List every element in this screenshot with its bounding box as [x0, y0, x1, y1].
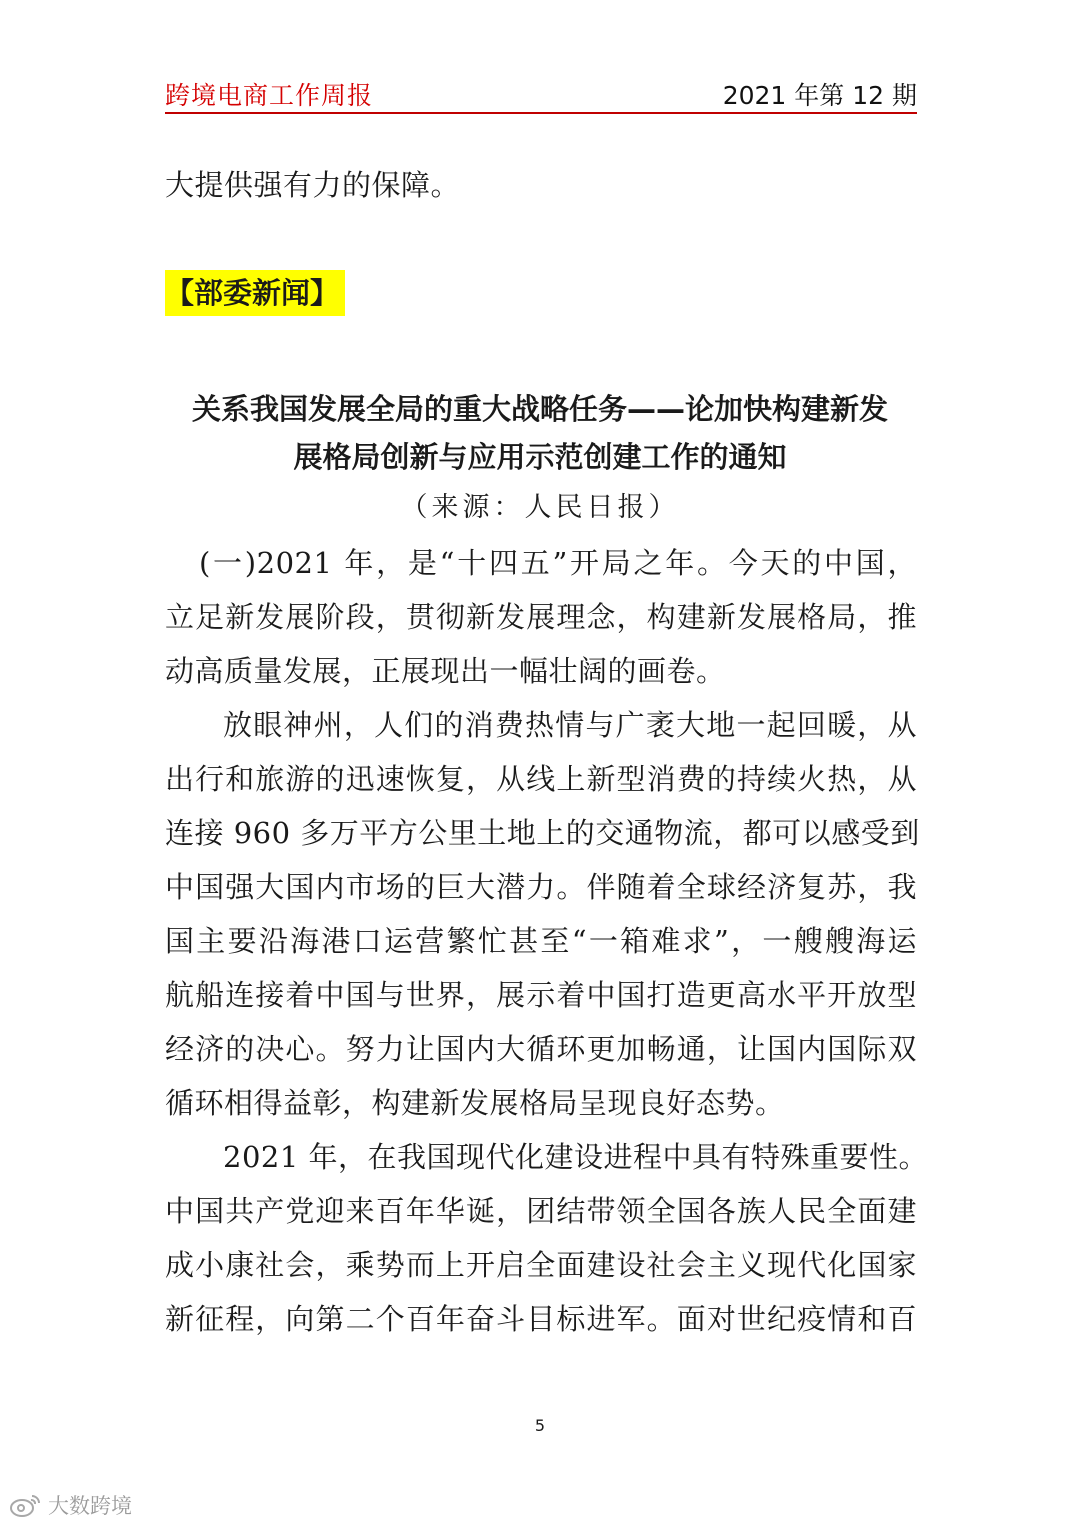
article-title-line-1: 关系我国发展全局的重大战略任务——论加快构建新发	[191, 392, 888, 426]
body-line: 连接 960 多万平方公里土地上的交通物流，都可以感受到	[165, 816, 920, 850]
body-line: (一)2021 年，是“十四五”开局之年。今天的中国，	[199, 546, 917, 580]
body-line: 新征程，向第二个百年奋斗目标进军。面对世纪疫情和百	[165, 1302, 917, 1336]
body-line: 循环相得益彰，构建新发展格局呈现良好态势。	[165, 1086, 785, 1120]
body-line: 航船连接着中国与世界，展示着中国打造更高水平开放型	[165, 978, 917, 1012]
watermark	[8, 1490, 132, 1520]
article-title-line-2: 展格局创新与应用示范创建工作的通知	[293, 440, 787, 474]
body-line: 经济的决心。努力让国内大循环更加畅通，让国内国际双	[165, 1032, 917, 1066]
body-line: 国主要沿海港口运营繁忙甚至“一箱难求”，一艘艘海运	[165, 924, 917, 958]
article-source: （来源：人民日报）	[400, 492, 680, 523]
body-line: 成小康社会，乘势而上开启全面建设社会主义现代化国家	[165, 1248, 917, 1282]
section-tag: 【部委新闻】	[165, 270, 345, 316]
page-number: 5	[534, 1416, 546, 1435]
body-line: 中国强大国内市场的巨大潜力。伴随着全球经济复苏，我	[165, 870, 917, 904]
weibo-logo-icon	[8, 1492, 42, 1518]
publication-name: 跨境电商工作周报	[165, 81, 374, 110]
issue-number: 2021 年第 12 期	[722, 81, 917, 110]
body-line: 中国共产党迎来百年华诞，团结带领全国各族人民全面建	[165, 1194, 917, 1228]
body-line: 立足新发展阶段，贯彻新发展理念，构建新发展格局，推	[165, 600, 917, 634]
continuation-text: 大提供强有力的保障。	[165, 168, 461, 202]
watermark-text: 大数跨境	[48, 1494, 132, 1518]
page-header	[165, 76, 917, 114]
body-line: 动高质量发展，正展现出一幅壮阔的画卷。	[165, 654, 726, 688]
body-line: 放眼神州，人们的消费热情与广袤大地一起回暖，从	[223, 708, 917, 742]
body-line: 出行和旅游的迅速恢复，从线上新型消费的持续火热，从	[165, 762, 917, 796]
body-line: 2021 年，在我国现代化建设进程中具有特殊重要性。	[223, 1140, 929, 1174]
